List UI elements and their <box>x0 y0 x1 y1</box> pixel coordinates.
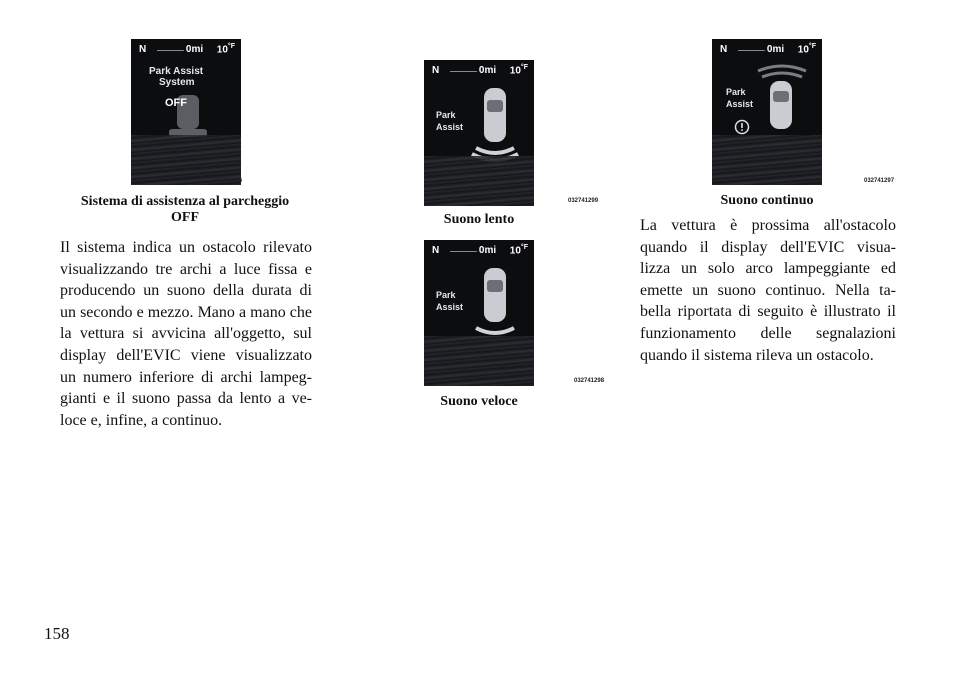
warning-icon <box>734 119 750 135</box>
caption-suono-veloce: Suono veloce <box>440 394 518 409</box>
car-icon <box>468 262 524 342</box>
car-icon <box>752 61 812 141</box>
gear-indicator: N <box>139 44 147 55</box>
car-icon <box>468 82 524 162</box>
status-bar <box>712 39 822 61</box>
temperature: $10^{^\circ F}$ <box>509 64 528 77</box>
caption-off: Sistema di assistenza al parcheggio OFF <box>80 194 290 225</box>
paragraph-left: Il sistema indica un ostacolo rilevato visualizzando tre archi a luce fissa e producendo un suono della durata di un secondo e mezzo. Mano a mano che la vettura si avvicina all'oggetto, sul display dell'EVIC viene visualizzato un numero inferiore di archi lampeg- gianti e il suono passa da lento a ve- loce e, infine, a continuo. <box>60 239 312 429</box>
gear-indicator: N <box>720 44 728 55</box>
assist-label: Assist <box>726 99 754 109</box>
temperature: $10^{^\circ F}$ <box>797 43 816 56</box>
park-assist-label: Park Assist <box>149 66 204 77</box>
park-label: Park <box>436 290 456 300</box>
odometer: 0mi <box>478 245 497 256</box>
temperature: $10^{^\circ F}$ <box>216 43 235 56</box>
figure-suono-continuo <box>712 39 822 185</box>
status-bar <box>424 240 534 262</box>
gear-indicator: N <box>432 245 440 256</box>
park-label: Park <box>726 87 746 97</box>
off-label: OFF <box>165 97 187 109</box>
status-bar <box>131 39 241 61</box>
system-label: System <box>159 77 195 88</box>
assist-label: Assist <box>436 122 464 132</box>
figure-code: 032741299 <box>568 198 599 204</box>
figure-code: 032741298 <box>574 378 605 384</box>
temperature: $10^{^\circ F}$ <box>509 244 528 257</box>
figure-code: 032741297 <box>864 178 895 184</box>
figure-park-assist-off <box>131 39 241 185</box>
caption-suono-continuo: Suono continuo <box>720 193 814 208</box>
caption-suono-lento: Suono lento <box>443 212 515 227</box>
figure-suono-veloce <box>424 240 534 386</box>
odometer: 0mi <box>478 65 497 76</box>
odometer: 0mi <box>185 44 204 55</box>
park-label: Park <box>436 110 456 120</box>
assist-label: Assist <box>436 302 464 312</box>
odometer: 0mi <box>766 44 785 55</box>
gear-indicator: N <box>432 65 440 76</box>
figure-code: 032741296 <box>212 178 243 184</box>
status-bar <box>424 60 534 82</box>
paragraph-right: La vettura è prossima all'ostacolo quando il display dell'EVIC visua- lizza un solo arco lampeggiante ed emette un suono continuo. Nella ta- bella riportata di seguito è illustrato il funzionamento delle segnalazioni quando il sistema rileva un ostacolo. <box>640 217 896 364</box>
page-number: 158 <box>44 624 70 643</box>
figure-suono-lento <box>424 60 534 206</box>
